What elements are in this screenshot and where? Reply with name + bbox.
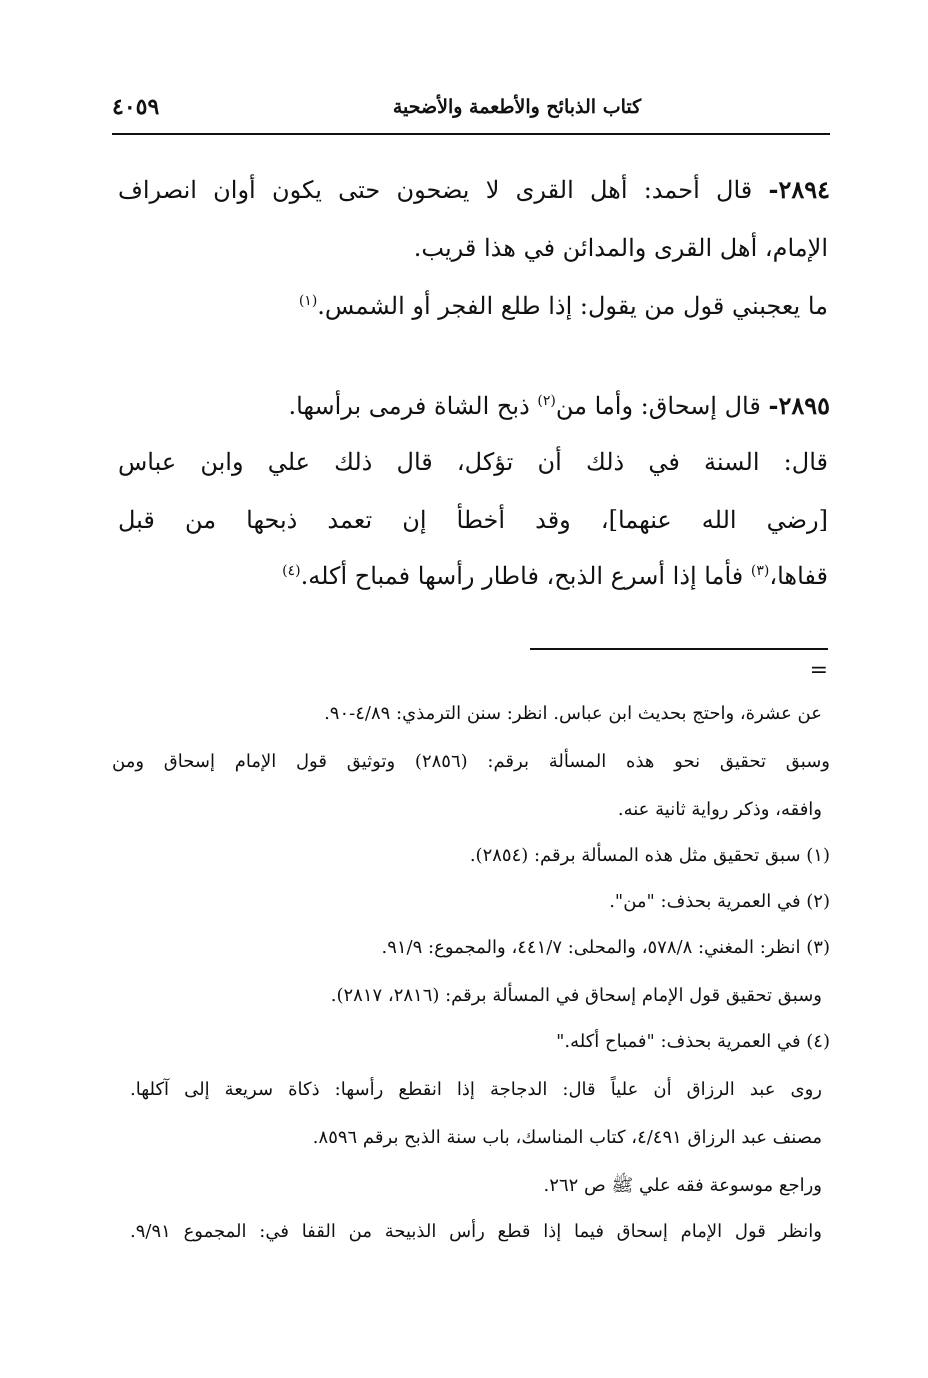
issue-2895-line-2 bbox=[118, 444, 828, 480]
issue-2895-text-1a: قال إسحاق: وأما من bbox=[555, 392, 761, 420]
footnote-line: وانظر قول الإمام إسحاق فيما إذا قطع رأس الذبيحة من القفا في: المجموع ٩/٩١. bbox=[130, 1221, 822, 1242]
page-number: ٤٠٥٩ bbox=[112, 94, 160, 120]
issue-2894-line-2 bbox=[414, 230, 828, 266]
footnote-ref-4[interactable]: (٤) bbox=[282, 563, 301, 579]
header-rule bbox=[112, 133, 830, 135]
issue-2895-text-2: قال: السنة في ذلك أن تؤكل، قال ذلك علي وابن عباس bbox=[118, 448, 828, 476]
footnote-line: وسبق تحقيق نحو هذه المسألة برقم: (٢٨٥٦) وتوثيق قول الإمام إسحاق ومن bbox=[112, 751, 830, 772]
issue-number-2895: ٢٨٩٥- bbox=[768, 391, 830, 420]
footnote-ref-1[interactable]: (١) bbox=[298, 293, 318, 309]
footnote-line: وراجع موسوعة فقه علي ﷺ ص ٢٦٢. bbox=[543, 1175, 822, 1196]
issue-2895-text-3: [رضي الله عنهما]، وقد أخطأ إن تعمد ذبحها من قبل bbox=[118, 506, 828, 534]
footnote-line: مصنف عبد الرزاق ٤/٤٩١، كتاب المناسك، باب سنة الذبح برقم ٨٥٩٦. bbox=[312, 1127, 822, 1148]
issue-2895-text-4a: قفاها، bbox=[769, 562, 828, 590]
issue-number-2894: ٢٨٩٤- bbox=[768, 175, 830, 204]
footnote-2: (٢) في العمرية بحذف: "من". bbox=[609, 891, 830, 912]
footnote-1: (١) سبق تحقيق مثل هذه المسألة برقم: (٢٨٥٤). bbox=[469, 845, 830, 866]
issue-2894-text-2: الإمام، أهل القرى والمدائن في هذا قريب. bbox=[413, 234, 828, 262]
footnote-ref-2[interactable]: (٢) bbox=[537, 393, 556, 409]
footnote-line: روى عبد الرزاق أن علياً قال: الدجاجة إذا انقطع رأسها: ذكاة سريعة إلى آكلها. bbox=[130, 1079, 822, 1100]
running-header bbox=[112, 92, 830, 134]
footnote-continuation-mark: = bbox=[809, 658, 828, 683]
issue-2895-text-4b: فأما إذا أسرع الذبح، فاطار رأسها فمباح أكله. bbox=[300, 562, 751, 590]
issue-2895-line-1 bbox=[288, 388, 830, 424]
issue-2895-line-4 bbox=[282, 558, 828, 594]
issue-2894-line-3 bbox=[299, 288, 828, 324]
footnote-line: عن عشرة، واحتج بحديث ابن عباس. انظر: سنن الترمذي: ٤/٨٩-٩٠. bbox=[324, 703, 822, 724]
footnote-line: وسبق تحقيق قول الإمام إسحاق في المسألة برقم: (٢٨١٦، ٢٨١٧). bbox=[330, 985, 822, 1006]
footnote-3: (٣) انظر: المغني: ٥٧٨/٨، والمحلى: ٤٤١/٧، والمجموع: ٩١/٩. bbox=[381, 937, 830, 958]
header-title: كتاب الذبائح والأطعمة والأضحية bbox=[392, 96, 642, 118]
footnote-line: وافقه، وذكر رواية ثانية عنه. bbox=[617, 799, 822, 820]
footnote-separator bbox=[530, 648, 828, 650]
issue-2894-line-1 bbox=[118, 172, 830, 208]
issue-2895-line-3 bbox=[118, 502, 828, 538]
footnote-4: (٤) في العمرية بحذف: "فمباح أكله." bbox=[556, 1031, 830, 1052]
footnote-ref-3[interactable]: (٣) bbox=[750, 563, 770, 579]
issue-2894-text-3: ما يعجبني قول من يقول: إذا طلع الفجر أو الشمس. bbox=[317, 292, 828, 320]
issue-2895-text-1b: ذبح الشاة فرمى برأسها. bbox=[288, 392, 538, 420]
issue-2894-text-1: قال أحمد: أهل القرى لا يضحون حتى يكون أوان انصراف bbox=[118, 176, 753, 204]
